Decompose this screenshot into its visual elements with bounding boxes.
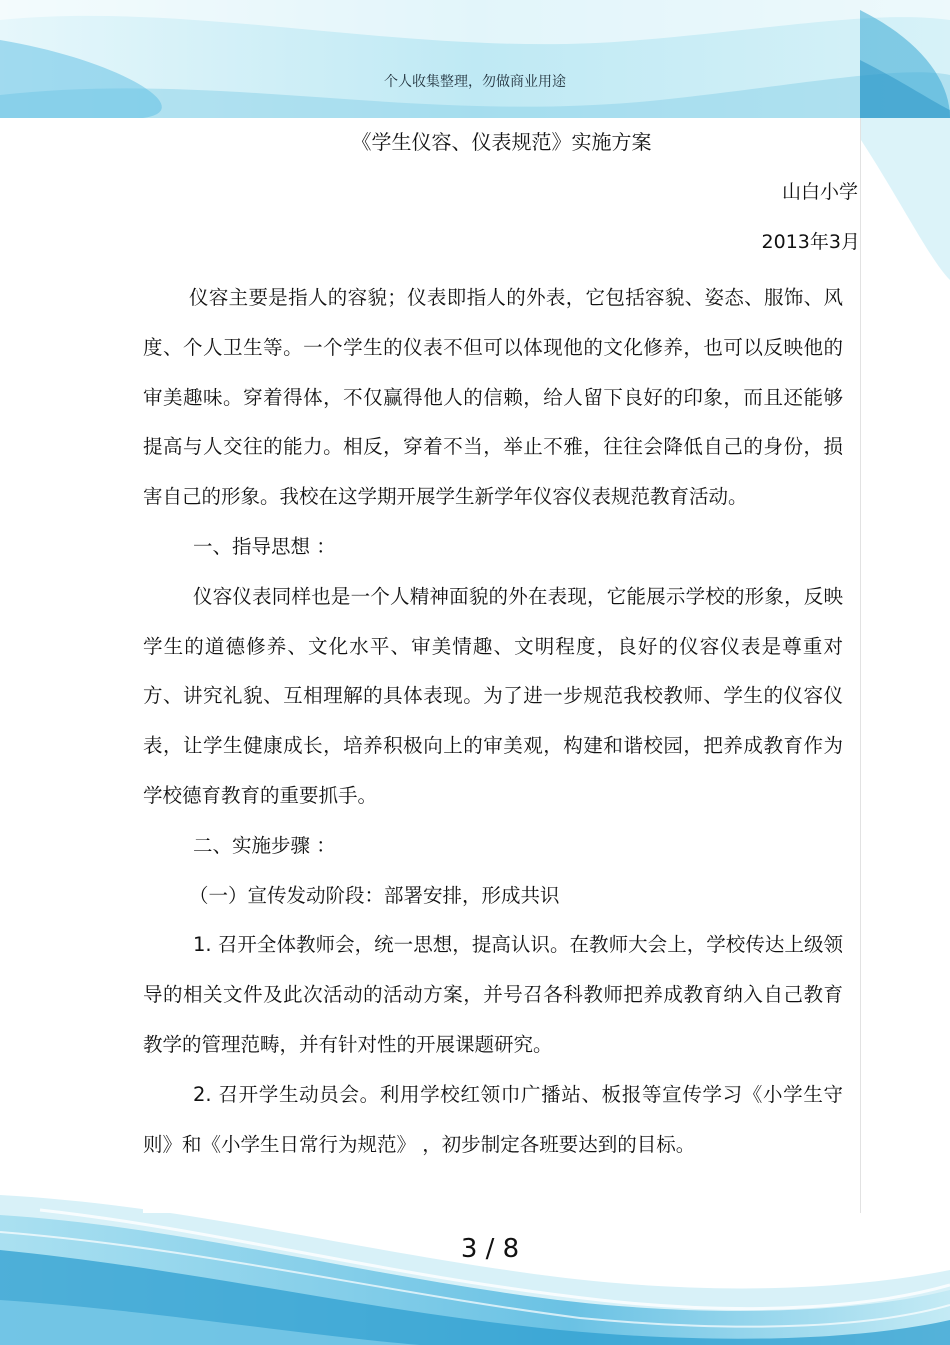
paragraph-step-2: 2. 召开学生动员会。利用学校红领巾广播站、板报等宣传学习《小学生守则》和《小学生日常行为规范》 ，初步制定各班要达到的目标。	[143, 1082, 843, 1156]
subheading-publicity-stage: （一）宣传发动阶段：部署安排，形成共识	[189, 883, 560, 907]
heading-implementation-steps: 二、实施步骤 ：	[193, 833, 336, 857]
paragraph-step-1: 1. 召开全体教师会，统一思想，提高认识。在教师大会上，学校传达上级领导的相关文件及此次活动的活动方案，并号召各科教师把养成教育纳入自己教育教学的管理范畴，并有针对性的开展课题研究。	[143, 933, 843, 1056]
document-body	[143, 273, 843, 1169]
heading-guiding-ideology: 一、指导思想 ：	[193, 534, 336, 558]
document-title: 《学生仪容、仪表规范》实施方案	[351, 130, 652, 154]
paragraph-intro: 仪容主要是指人的容貌；仪表即指人的外表，它包括容貌、姿态、服饰、风度、个人卫生等。一个学生的仪表不但可以体现他的文化修养，也可以反映他的审美趣味。穿着得体，不仅赢得他人的信赖，给人留下良好的印象，而且还能够提高与人交往的能力。相反，穿着不当，举止不雅，往往会降低自己的身份，损害自己的形象。我校在这学期开展学生新学年仪容仪表规范教育活动。	[143, 286, 843, 509]
paragraph-guiding-ideology: 仪容仪表同样也是一个人精神面貌的外在表现，它能展示学校的形象，反映学生的道德修养、文化水平、审美情趣、文明程度，良好的仪容仪表是尊重对方、讲究礼貌、互相理解的具体表现。为了进一步规范我校教师、学生的仪容仪表，让学生健康成长，培养积极向上的审美观，构建和谐校园，把养成教育作为学校德育教育的重要抓手。	[143, 584, 843, 807]
header-watermark: 个人收集整理，勿做商业用途	[384, 74, 566, 90]
document-date: 2013年3月	[761, 231, 860, 253]
page-number: 3 / 8	[460, 1234, 520, 1264]
document-page	[143, 118, 861, 1213]
school-name: 山白小学	[781, 181, 858, 203]
